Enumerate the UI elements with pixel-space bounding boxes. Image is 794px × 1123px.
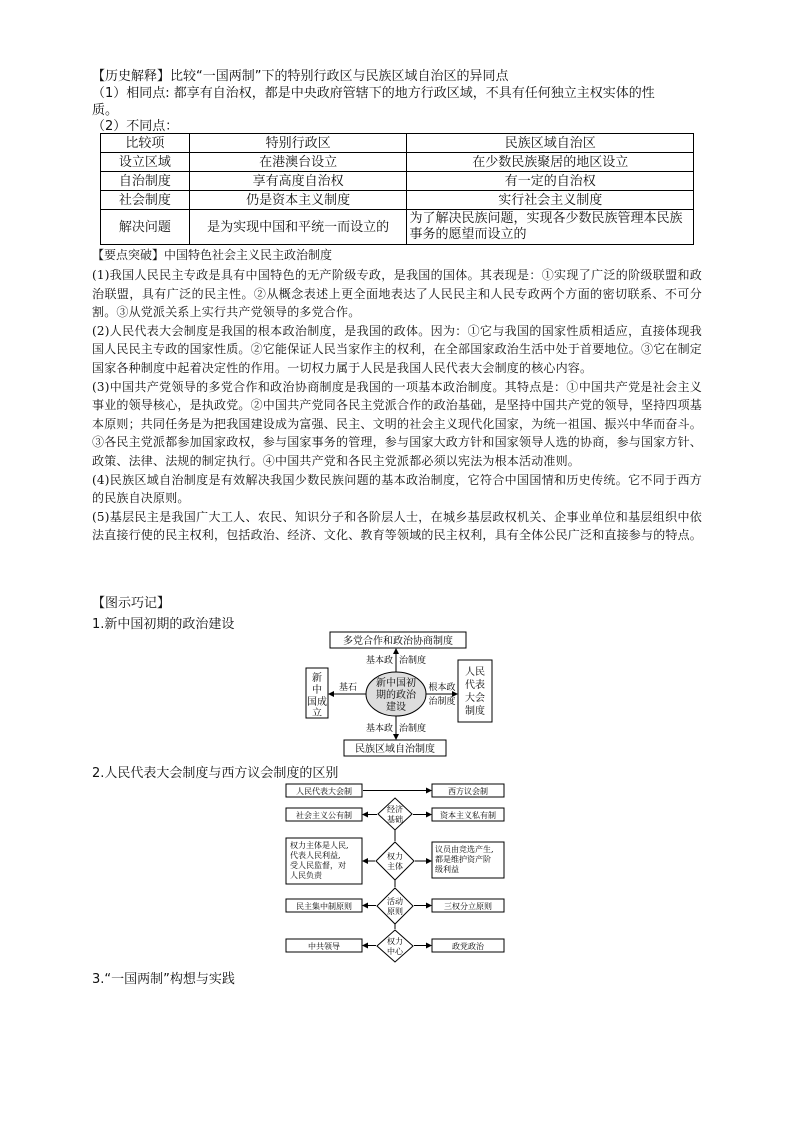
key-point-paragraph: (1)我国人民民主专政是具有中国特色的无产阶级专政，是我国的国体。其表现是：①实现了广泛的阶级联盟和政治联盟，具有广泛的民主性。②从概念表述上更全面地表达了人民民主和人民专政两个方面的密切联系、不可分割。③从党派关系上实行共产党领导的多党合作。 <box>92 268 702 320</box>
diagram3-caption: 3.“一国两制”构想与实践 <box>92 972 235 987</box>
label-basic-b: 治制度 <box>399 656 427 666</box>
same-point-line2: 质。 <box>92 103 119 118</box>
table-cell: 社会制度 <box>101 191 190 210</box>
diamond-label: 活动 <box>387 897 403 906</box>
box-new-china-line: 中 <box>312 685 322 696</box>
box-western-parliament-label: 西方议会制 <box>448 787 488 796</box>
label-basic-a: 基本政 <box>365 656 393 666</box>
label-fundamental-a: 根本政 <box>428 683 456 693</box>
diamond-power-subject <box>376 842 414 880</box>
table-header-cell: 比较项 <box>101 134 190 153</box>
table-cell: 自治制度 <box>101 172 190 191</box>
diagram-npc-vs-parliament <box>282 780 508 964</box>
box-people-subject-line: 权力主体是人民, <box>290 841 349 850</box>
key-points-body <box>92 266 702 545</box>
box-new-china-line: 国成 <box>307 697 327 708</box>
table-cell: 是为实现中国和平统一而设立的 <box>189 210 407 245</box>
box-multiparty-label: 多党合作和政治协商制度 <box>343 636 453 647</box>
table-row <box>101 172 694 191</box>
center-circle-line: 新中国初 <box>376 678 416 689</box>
diamond-label: 权力 <box>387 852 403 861</box>
diamond-label: 基础 <box>387 815 403 824</box>
diamond-power-center <box>377 930 413 962</box>
diamond-economic-basis <box>378 798 412 830</box>
table-row <box>101 153 694 172</box>
key-point-paragraph: (4)民族区域自治制度是有效解决我国少数民族问题的基本政治制度，它符合中国国情和历史传统。它不同于西方的民族自决原则。 <box>92 472 702 506</box>
diamond-label: 原则 <box>387 907 403 916</box>
box-cpc-leadership-label: 中共领导 <box>308 942 340 951</box>
table-cell: 有一定的自治权 <box>407 172 694 191</box>
box-npc-line: 人民 <box>465 667 485 678</box>
box-elected-members-line: 级利益 <box>435 865 459 874</box>
box-elected-members-line: 议员由竞选产生, <box>435 845 494 854</box>
box-new-china-line: 新 <box>312 673 322 684</box>
table-cell: 在少数民族聚居的地区设立 <box>407 153 694 172</box>
box-people-subject-line: 受人民监督，对 <box>290 861 346 870</box>
diagram-political-construction <box>300 630 500 758</box>
label-fundamental-b: 治制度 <box>428 697 456 707</box>
diamond-activity-principle <box>377 888 413 924</box>
diagram1-caption: 1.新中国初期的政治建设 <box>92 617 235 632</box>
diamond-label: 经济 <box>387 805 403 814</box>
table-cell: 为了解决民族问题，实现各少数民族管理本民族事务的愿望而设立的 <box>407 210 694 245</box>
table-cell: 设立区域 <box>101 153 190 172</box>
diamond-label: 权力 <box>387 937 403 946</box>
center-circle-line: 建设 <box>386 702 406 713</box>
section3-title: 【图示巧记】 <box>92 596 171 611</box>
diagram2-caption: 2.人民代表大会制度与西方议会制度的区别 <box>92 766 339 781</box>
box-separation-powers-label: 三权分立原则 <box>444 902 492 911</box>
box-ethnic-autonomy-label: 民族区域自治制度 <box>355 744 435 755</box>
table-header-cell: 特别行政区 <box>189 134 407 153</box>
box-npc-line: 代表 <box>465 680 485 691</box>
box-people-subject-line: 人民负责 <box>290 871 322 880</box>
label-basic-b: 治制度 <box>399 724 427 734</box>
table-header-row <box>101 134 694 153</box>
box-elected-members-line: 都是维护资产阶 <box>435 855 491 864</box>
box-npc-line: 大会 <box>465 693 485 704</box>
table-cell: 实行社会主义制度 <box>407 191 694 210</box>
key-point-paragraph: (2)人民代表大会制度是我国的根本政治制度，是我国的政体。因为：①它与我国的国家性质相适应，直接体现我国人民民主专政的国家性质。②它能保证人民当家作主的权利，在全部国家政治生活中处于首要地位。③它在制定国家各种制度中起着决定性的作用。一切权力属于人民是我国人民代表大会制度的核心内容。 <box>92 323 703 375</box>
key-point-paragraph: (3)中国共产党领导的多党合作和政治协商制度是我国的一项基本政治制度。其特点是：①中国共产党是社会主义事业的领导核心，是执政党。②中国共产党同各民主党派合作的政治基础，是坚持中国共产党的领导，坚持四项基本原则；共同任务是为把我国建设成为富强、民主、文明的社会主义现代化国家，为统一祖国、振兴中华而奋斗。③各民主党派都参加国家政权，参与国家事务的管理，参与国家大政方针和国家领导人选的协商，参与国家方针、政策、法律、法规的制定执行。④中国共产党和各民主党派都必须以宪法为根本活动准则。 <box>92 379 703 468</box>
section2-title: 【要点突破】中国特色社会主义民主政治制度 <box>92 248 333 262</box>
table-cell: 在港澳台设立 <box>189 153 407 172</box>
box-socialist-ownership-label: 社会主义公有制 <box>296 811 352 820</box>
table-header-cell: 民族区域自治区 <box>407 134 694 153</box>
comparison-table <box>100 133 694 245</box>
box-npc-line: 制度 <box>465 706 485 717</box>
diamond-label: 中心 <box>387 947 403 956</box>
diamond-label: 主体 <box>387 862 403 871</box>
box-npc-system-label: 人民代表大会制 <box>296 787 352 796</box>
table-row <box>101 191 694 210</box>
table-cell: 享有高度自治权 <box>189 172 407 191</box>
box-democratic-centralism-label: 民主集中制原则 <box>296 902 352 911</box>
key-point-paragraph: (5)基层民主是我国广大工人、农民、知识分子和各阶层人士，在城乡基层政权机关、企事业单位和基层组织中依法直接行使的民主权利，包括政治、经济、文化、教育等领域的民主权利，具有全体公民广泛和直接参与的特点。 <box>92 509 703 543</box>
table-cell: 仍是资本主义制度 <box>189 191 407 210</box>
box-new-china-line: 立 <box>312 708 322 719</box>
label-basic-a: 基本政 <box>365 724 393 734</box>
table-cell: 解决问题 <box>101 210 190 245</box>
section1-title: 【历史解释】比较“一国两制”下的特别行政区与民族区域自治区的异同点 <box>92 69 509 84</box>
table-row <box>101 210 694 245</box>
same-point-line1: （1）相同点: 都享有自治权，都是中央政府管辖下的地方行政区域，不具有任何独立主权实体的性 <box>92 86 655 101</box>
center-circle-line: 期的政治 <box>376 690 416 701</box>
box-party-politics-label: 政党政治 <box>452 942 484 951</box>
diff-label: （2）不同点： <box>92 119 179 134</box>
label-cornerstone: 基石 <box>338 683 358 693</box>
box-people-subject-line: 代表人民利益, <box>290 851 341 860</box>
box-capitalist-ownership-label: 资本主义私有制 <box>440 811 496 820</box>
